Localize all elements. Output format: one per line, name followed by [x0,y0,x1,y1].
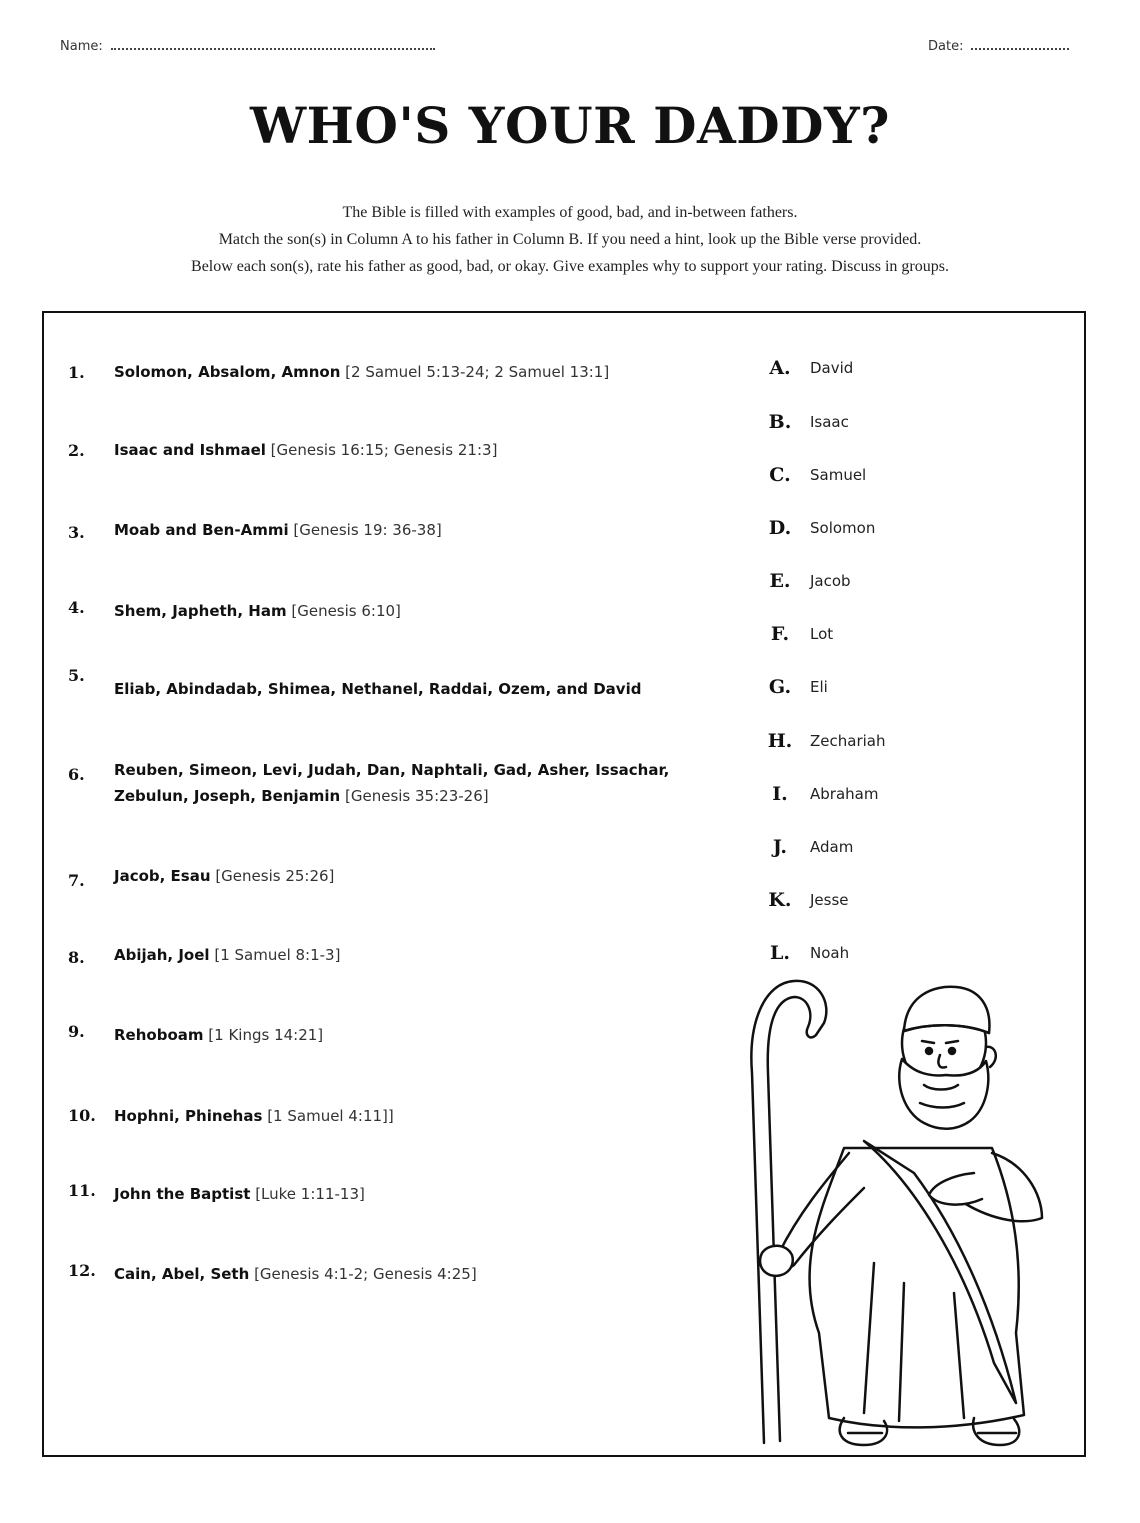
item-number: 11. [68,1181,96,1200]
instruction-line: Match the son(s) in Column A to his father in Column B. If you need a hint, look up the Bible verse provided. [218,231,922,248]
sons-names: Rehoboam [114,1026,204,1044]
sons-text [114,1103,394,1129]
father-name: Jacob [810,572,851,590]
sons-names: Eliab, Abindadab, Shimea, Nethanel, Raddai, Ozem, and David [114,680,642,698]
sons-text [114,676,641,702]
bearded-father-with-staff-illustration [724,963,1084,1453]
sons-text [114,598,401,624]
father-letter: J. [772,836,788,858]
bible-reference: [Genesis 6:10] [291,602,401,620]
item-number: 8. [68,948,85,967]
sons-names-continued: Zebulun, Joseph, Benjamin [114,787,341,805]
bible-reference: [Genesis 16:15; Genesis 21:3] [270,441,498,459]
item-number: 9. [68,1022,85,1041]
item-number: 7. [68,871,85,890]
sons-names: Abijah, Joel [114,946,210,964]
father-letter: F. [770,623,790,645]
father-name: Isaac [810,413,849,431]
father-name: Lot [810,625,834,643]
bible-reference: [Genesis 4:1-2; Genesis 4:25] [254,1265,477,1283]
sons-text [114,757,669,809]
sons-names: Isaac and Ishmael [114,441,266,459]
father-letter: H. [767,730,793,752]
sons-names: John the Baptist [114,1185,251,1203]
father-name: Abraham [810,785,879,803]
instructions [0,199,1140,280]
father-name: Solomon [810,519,876,537]
date-blank-line[interactable] [971,38,1069,50]
father-letter: I. [772,783,788,805]
sons-names: Shem, Japheth, Ham [114,602,287,620]
bible-reference: [2 Samuel 5:13-24; 2 Samuel 13:1] [345,363,610,381]
sons-names: Reuben, Simeon, Levi, Judah, Dan, Naphtali, Gad, Asher, Issachar, [114,761,670,779]
father-letter: E. [769,570,791,592]
sons-names: Moab and Ben-Ammi [114,521,289,539]
father-name: Eli [810,678,828,696]
father-letter: K. [768,889,792,911]
item-number: 6. [68,765,85,784]
item-number: 1. [68,363,85,382]
instruction-line: Below each son(s), rate his father as good, bad, or okay. Give examples why to support your rating. Discuss in groups. [191,258,949,275]
bible-reference: [1 Samuel 4:11]] [267,1107,394,1125]
item-number: 10. [68,1106,96,1125]
item-number: 12. [68,1261,96,1280]
sons-text [114,1181,365,1207]
sons-text [114,1022,323,1048]
worksheet-box [42,311,1086,1457]
item-number: 2. [68,441,85,460]
father-letter: G. [768,676,792,698]
father-letter: B. [768,411,792,433]
sons-names: Cain, Abel, Seth [114,1265,250,1283]
father-name: Noah [810,944,850,962]
bible-reference: [Luke 1:11-13] [255,1185,365,1203]
bible-reference: [Genesis 19: 36-38] [293,521,442,539]
bible-reference: [Genesis 35:23-26] [345,787,489,805]
date-field[interactable] [928,38,1069,54]
item-number: 5. [68,666,85,685]
father-letter: A. [769,357,791,379]
sons-text [114,359,609,385]
instruction-line: The Bible is filled with examples of good, bad, and in-between fathers. [342,204,798,221]
bible-reference: [1 Kings 14:21] [208,1026,324,1044]
name-blank-line[interactable] [111,38,435,50]
father-letter: L. [770,942,790,964]
page-title: WHO'S YOUR DADDY? [250,96,890,155]
bible-reference: [1 Samuel 8:1-3] [214,946,341,964]
father-name: Adam [810,838,854,856]
father-name: Samuel [810,466,867,484]
father-name: Zechariah [810,732,886,750]
sons-text [114,517,442,543]
father-letter: C. [769,464,791,486]
father-name: David [810,359,854,377]
sons-text [114,437,497,463]
item-number: 3. [68,523,85,542]
sons-text [114,942,340,968]
sons-names: Jacob, Esau [114,867,211,885]
bible-reference: [Genesis 25:26] [215,867,335,885]
sons-names: Solomon, Absalom, Amnon [114,363,341,381]
sons-names: Hophni, Phinehas [114,1107,263,1125]
date-label: Date: [928,39,964,54]
name-label: Name: [60,39,103,54]
item-number: 4. [68,598,85,617]
father-letter: D. [768,517,792,539]
name-field[interactable] [60,38,435,54]
sons-text [114,863,334,889]
sons-text [114,1261,477,1287]
father-name: Jesse [810,891,849,909]
